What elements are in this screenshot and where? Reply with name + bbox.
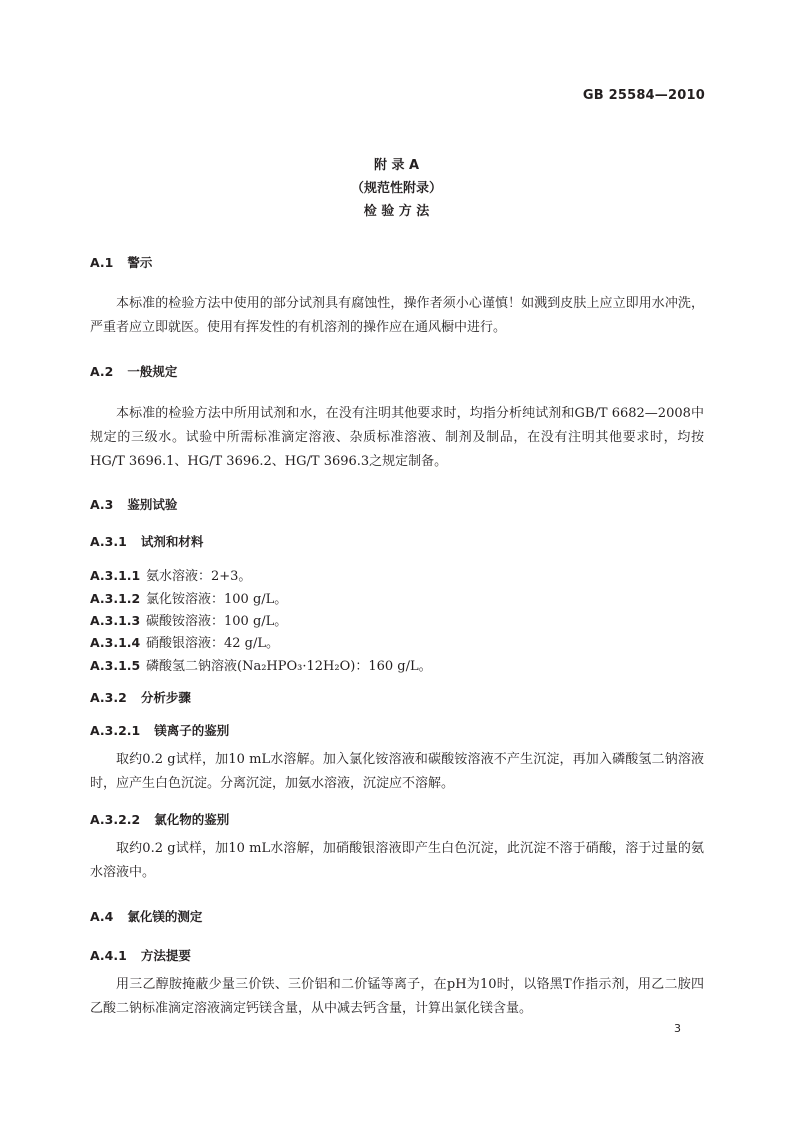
annex-type: （规范性附录） — [350, 181, 442, 196]
item-number: A.3.1.2 — [90, 591, 141, 606]
section-heading-a41 — [90, 946, 191, 964]
paragraph-a2: 本标准的检验方法中所用试剂和水，在没有注明其他要求时，均指分析纯试剂和GB/T 6682—2008中规定的三级水。试验中所需标准滴定溶液、杂质标准溶液、制剂及制品，在没有注明其他要求时，均按HG/T 3696.1、HG/T 3696.2、HG/T 3696.3之规定制备。 — [90, 406, 704, 469]
section-number: A.3.1 — [90, 534, 127, 549]
list-item — [90, 610, 287, 629]
annex-label: 附 录 A — [373, 158, 420, 173]
section-heading-a32 — [90, 688, 191, 706]
item-number: A.3.1.3 — [90, 613, 141, 628]
item-text: 硝酸银溶液：42 g/L。 — [146, 636, 280, 651]
section-title: 鉴别试验 — [127, 497, 178, 512]
section-number: A.3 — [90, 497, 114, 512]
section-heading-a2 — [90, 362, 177, 380]
list-item — [90, 588, 287, 607]
section-title: 氯化物的鉴别 — [154, 812, 230, 827]
item-number: A.3.1.5 — [90, 658, 141, 673]
section-heading-a4 — [90, 907, 202, 925]
section-title: 警示 — [127, 255, 153, 270]
item-text: 碳酸铵溶液：100 g/L。 — [146, 614, 288, 629]
list-item — [90, 632, 279, 651]
section-title: 试剂和材料 — [140, 534, 204, 549]
item-text: 磷酸氢二钠溶液(Na₂HPO₃·12H₂O)：160 g/L。 — [146, 659, 432, 674]
section-number: A.1 — [90, 255, 114, 270]
paragraph-a1: 本标准的检验方法中使用的部分试剂具有腐蚀性，操作者须小心谨慎！如溅到皮肤上应立即用水冲洗，严重者应立即就医。使用有挥发性的有机溶剂的操作应在通风橱中进行。 — [90, 296, 704, 335]
item-number: A.3.1.1 — [90, 568, 141, 583]
section-number: A.4 — [90, 909, 114, 924]
section-heading-a1 — [90, 253, 152, 271]
section-number: A.2 — [90, 364, 114, 379]
section-title: 方法提要 — [140, 948, 191, 963]
section-heading-a322 — [90, 810, 229, 828]
section-title: 分析步骤 — [140, 690, 191, 705]
page-number: 3 — [674, 1022, 681, 1035]
section-title: 氯化镁的测定 — [127, 909, 203, 924]
section-title: 一般规定 — [127, 364, 178, 379]
section-number: A.3.2.1 — [90, 723, 141, 738]
section-number: A.3.2 — [90, 690, 127, 705]
list-item — [90, 565, 251, 584]
item-text: 氯化铵溶液：100 g/L。 — [146, 592, 288, 607]
paragraph-a41: 用三乙醇胺掩蔽少量三价铁、三价铝和二价锰等离子，在pH为10时，以铬黑T作指示剂，用乙二胺四乙酸二钠标准滴定溶液滴定钙镁含量，从中减去钙含量，计算出氯化镁含量。 — [90, 977, 704, 1016]
section-heading-a31 — [90, 532, 203, 550]
section-number: A.3.2.2 — [90, 812, 141, 827]
paragraph-a321: 取约0.2 g试样，加10 mL水溶解。加入氯化铵溶液和碳酸铵溶液不产生沉淀，再加入磷酸氢二钠溶液时，应产生白色沉淀。分离沉淀，加氨水溶液，沉淀应不溶解。 — [90, 752, 704, 791]
section-heading-a3 — [90, 495, 177, 513]
item-text: 氨水溶液：2+3。 — [146, 569, 252, 584]
paragraph-a322: 取约0.2 g试样，加10 mL水溶解，加硝酸银溶液即产生白色沉淀，此沉淀不溶于硝酸，溶于过量的氨水溶液中。 — [90, 841, 704, 880]
section-title: 镁离子的鉴别 — [154, 723, 230, 738]
list-item — [90, 655, 432, 674]
annex-title: 检 验 方 法 — [363, 204, 430, 219]
section-number: A.4.1 — [90, 948, 127, 963]
section-heading-a321 — [90, 721, 229, 739]
item-number: A.3.1.4 — [90, 635, 141, 650]
standard-code: GB 25584—2010 — [582, 88, 705, 103]
